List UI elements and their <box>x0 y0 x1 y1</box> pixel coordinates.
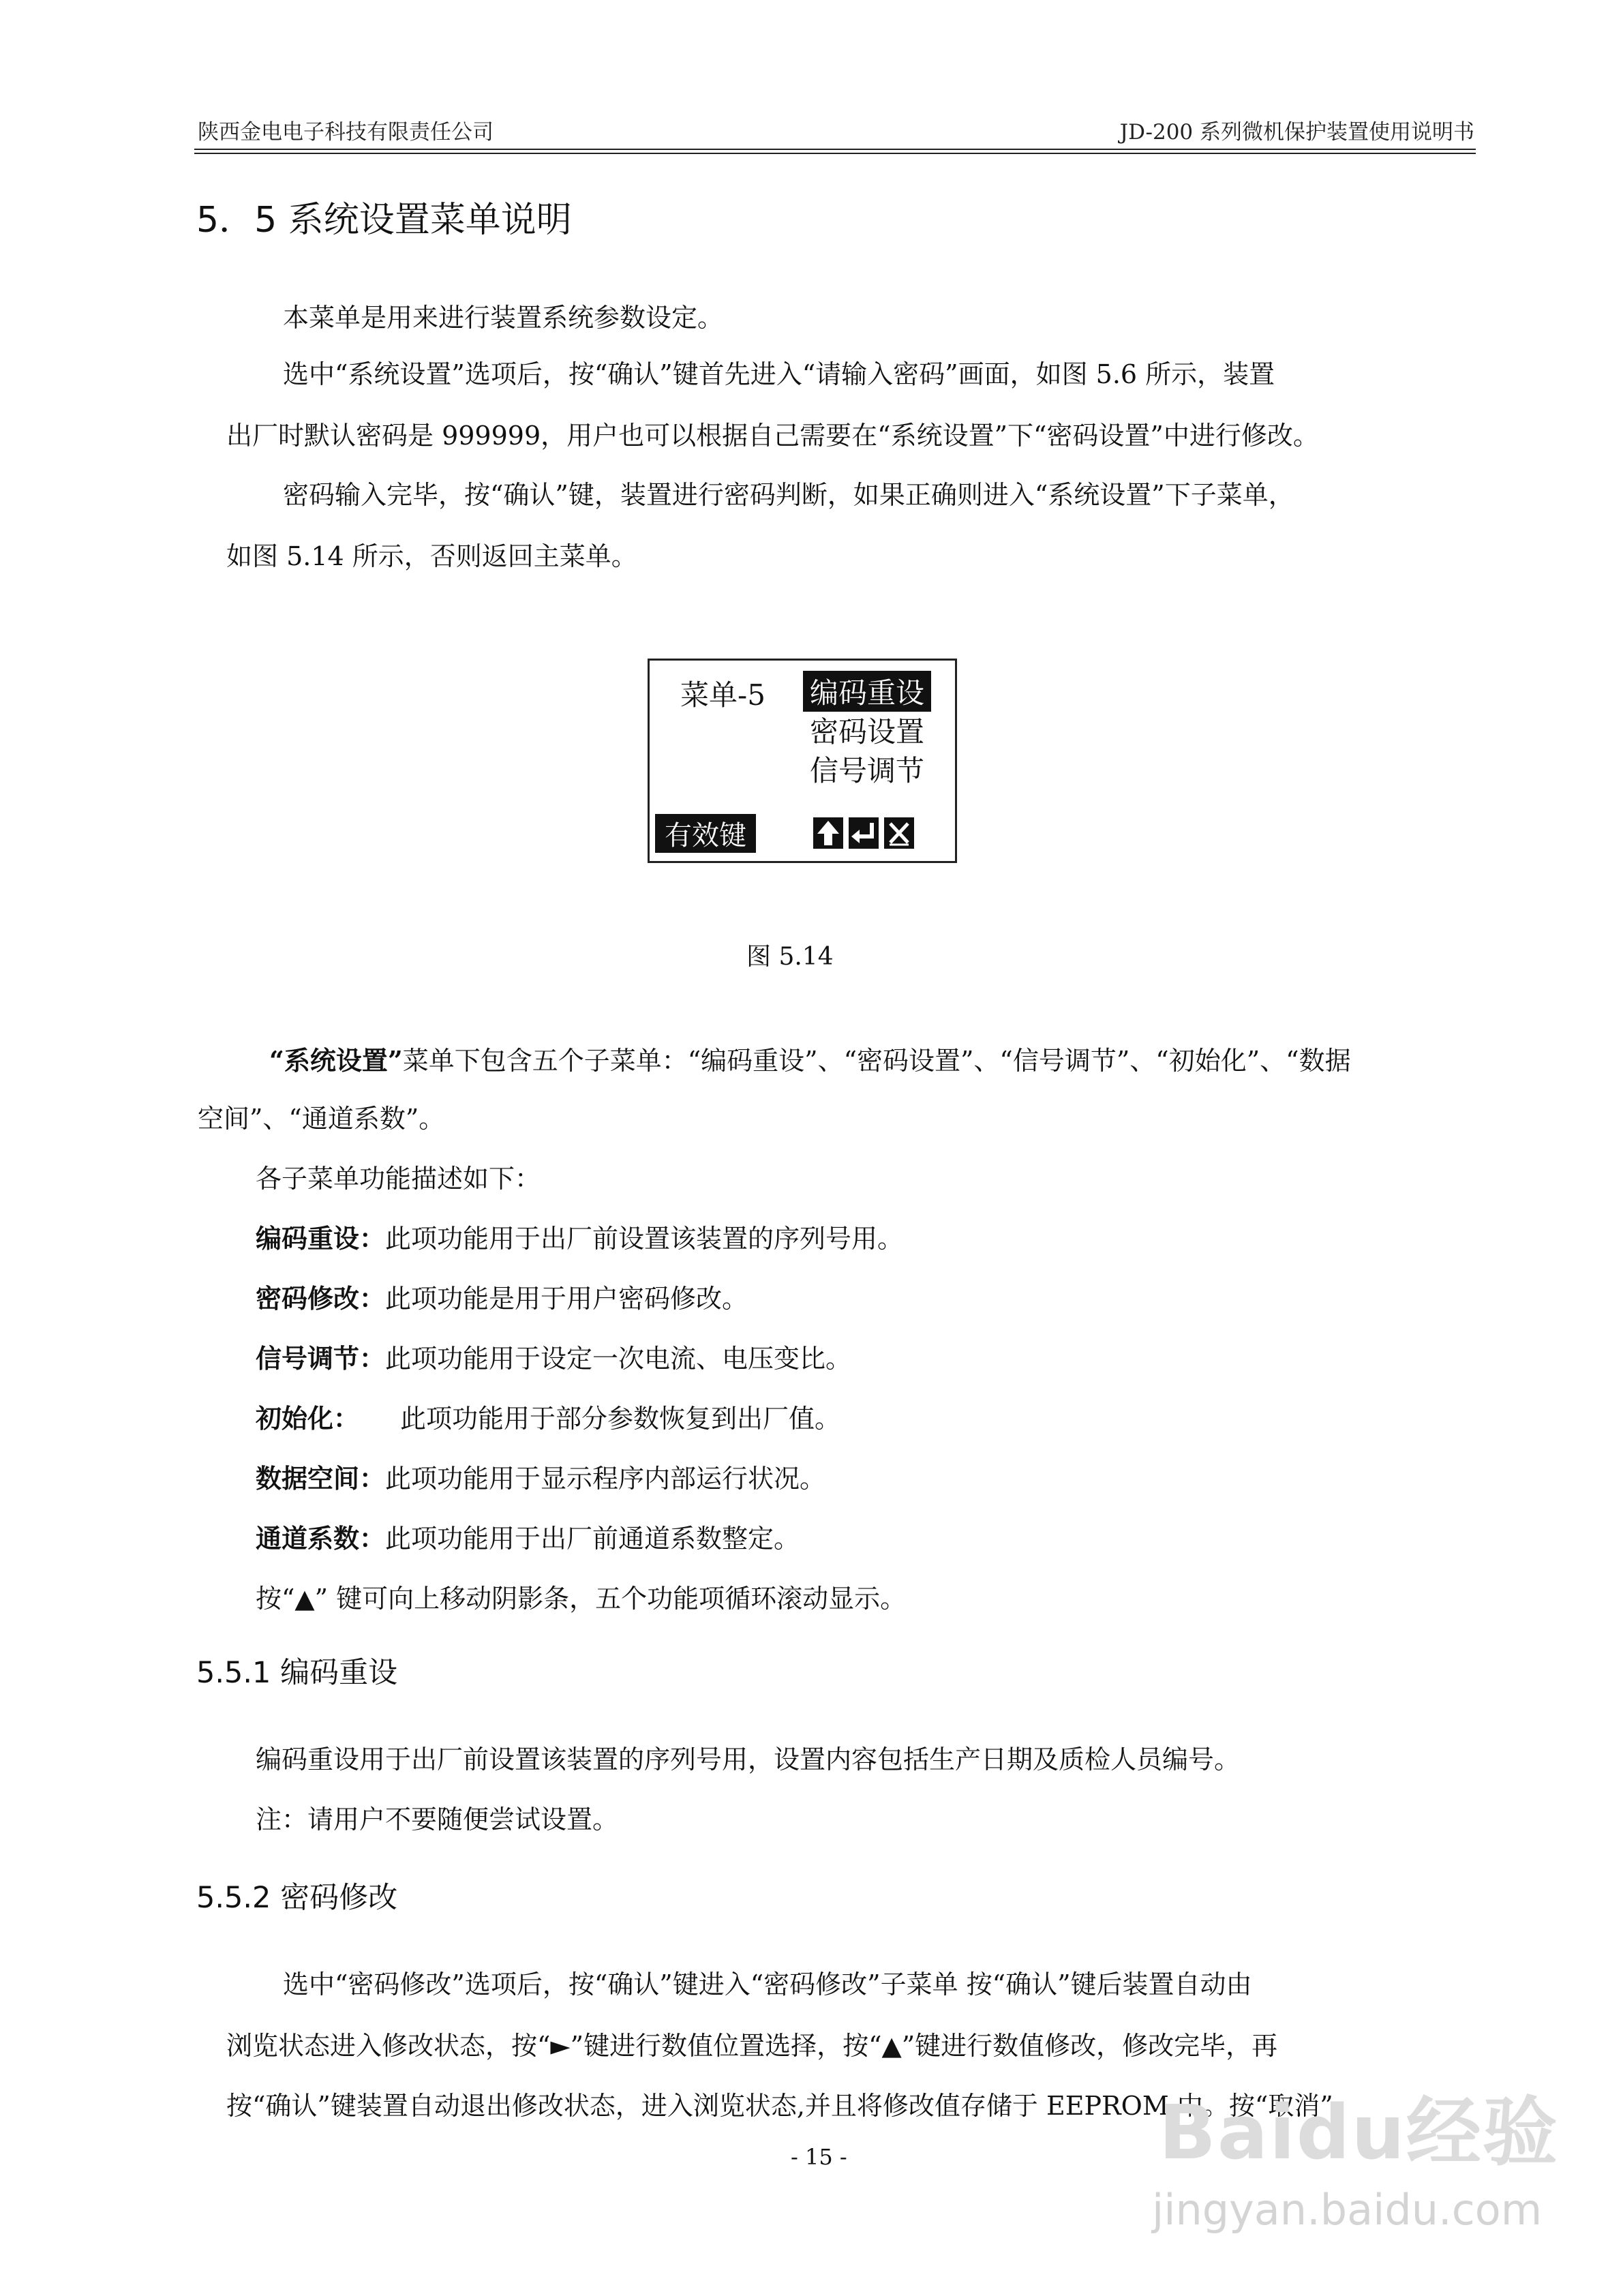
paragraph-2-line-1: 密码输入完毕，按“确认”键，装置进行密码判断，如果正确则进入“系统设置”下子菜单， <box>283 480 1294 510</box>
submenu-summary-line-2: 空间”、“通道系数”。 <box>198 1104 445 1134</box>
submenu-item-desc: 此项功能用于出厂前通道系数整定。 <box>385 1524 800 1554</box>
submenu-item-name: 数据空间： <box>256 1463 386 1494</box>
header-company: 陕西金电电子科技有限责任公司 <box>198 120 494 145</box>
up-arrow-icon <box>813 817 843 849</box>
enter-icon <box>849 817 879 849</box>
submenu-item-name: 初始化： <box>256 1403 360 1434</box>
submenu-item-desc: 此项功能用于出厂前设置该装置的序列号用。 <box>385 1224 904 1254</box>
paragraph-1-line-2: 出厂时默认密码是 999999，用户也可以根据自己需要在“系统设置”下“密码设置”中进行修改。 <box>226 421 1319 451</box>
watermark-url: jingyan.baidu.com <box>1152 2185 1543 2235</box>
submenu-summary-rest: 菜单下包含五个子菜单：“编码重设”、“密码设置”、“信号调节”、“初始化”、“数据 <box>402 1046 1351 1076</box>
paragraph-2-line-2: 如图 5.14 所示，否则返回主菜单。 <box>226 541 637 571</box>
submenu-item-name: 编码重设： <box>256 1223 386 1254</box>
submenu-item-name: 信号调节： <box>256 1343 386 1374</box>
watermark-logo: Baidu经验 <box>1159 2089 1559 2176</box>
section-title: 5．5 系统设置菜单说明 <box>196 200 572 241</box>
header-rule-bottom <box>194 153 1476 154</box>
up-key-note: 按“▲” 键可向上移动阴影条，五个功能项循环滚动显示。 <box>256 1584 907 1614</box>
lcd-menu-figure <box>648 659 957 863</box>
submenu-item-desc: 此项功能是用于用户密码修改。 <box>385 1284 748 1314</box>
submenu-item-desc: 此项功能用于设定一次电流、电压变比。 <box>385 1344 852 1374</box>
submenu-item <box>256 1218 903 1255</box>
lcd-menu-title: 菜单-5 <box>680 678 765 712</box>
lcd-item: 密码设置 <box>810 715 925 749</box>
page-number: - 15 - <box>791 2144 847 2170</box>
subsection-551-title: 5.5.1 编码重设 <box>196 1656 398 1690</box>
header-rule-top <box>194 149 1476 150</box>
submenu-desc-intro: 各子菜单功能描述如下： <box>256 1164 541 1194</box>
subsection-552-line-1: 选中“密码修改”选项后，按“确认”键进入“密码修改”子菜单 按“确认”键后装置自动由 <box>283 1969 1252 1999</box>
submenu-item <box>256 1517 800 1555</box>
submenu-item <box>256 1338 851 1375</box>
figure-caption: 图 5.14 <box>746 943 834 971</box>
submenu-summary-line-1 <box>269 1040 1351 1077</box>
subsection-552-title: 5.5.2 密码修改 <box>196 1881 398 1915</box>
paragraph-1-line-1: 选中“系统设置”选项后，按“确认”键首先进入“请输入密码”画面，如图 5.6 所示，装置 <box>283 359 1275 389</box>
lcd-valid-keys-label: 有效键 <box>655 814 756 853</box>
submenu-item-name: 通道系数： <box>256 1523 386 1554</box>
submenu-item-name: 密码修改： <box>256 1283 386 1314</box>
subsection-551-line-1: 编码重设用于出厂前设置该装置的序列号用，设置内容包括生产日期及质检人员编号。 <box>256 1744 1241 1774</box>
subsection-552-line-3: 按“确认”键装置自动退出修改状态，进入浏览状态,并且将修改值存储于 EEPROM 中。按“取消” <box>226 2091 1333 2121</box>
submenu-summary-bold: “系统设置” <box>269 1045 403 1076</box>
subsection-551-line-2: 注：请用户不要随便尝试设置。 <box>256 1804 619 1834</box>
submenu-item-desc: 此项功能用于部分参数恢复到出厂值。 <box>400 1404 841 1434</box>
lcd-item: 信号调节 <box>810 754 925 787</box>
cancel-icon <box>884 817 914 849</box>
submenu-item <box>256 1398 840 1435</box>
header-doc-title: JD-200 系列微机保护装置使用说明书 <box>1119 120 1474 145</box>
intro-paragraph: 本菜单是用来进行装置系统参数设定。 <box>283 303 724 333</box>
submenu-item <box>256 1278 748 1315</box>
submenu-item-desc: 此项功能用于显示程序内部运行状况。 <box>385 1464 826 1494</box>
submenu-item <box>256 1457 825 1495</box>
subsection-552-line-2: 浏览状态进入修改状态，按“►”键进行数值位置选择，按“▲”键进行数值修改，修改完毕，再 <box>226 2031 1278 2061</box>
lcd-item-selected: 编码重设 <box>803 671 931 712</box>
